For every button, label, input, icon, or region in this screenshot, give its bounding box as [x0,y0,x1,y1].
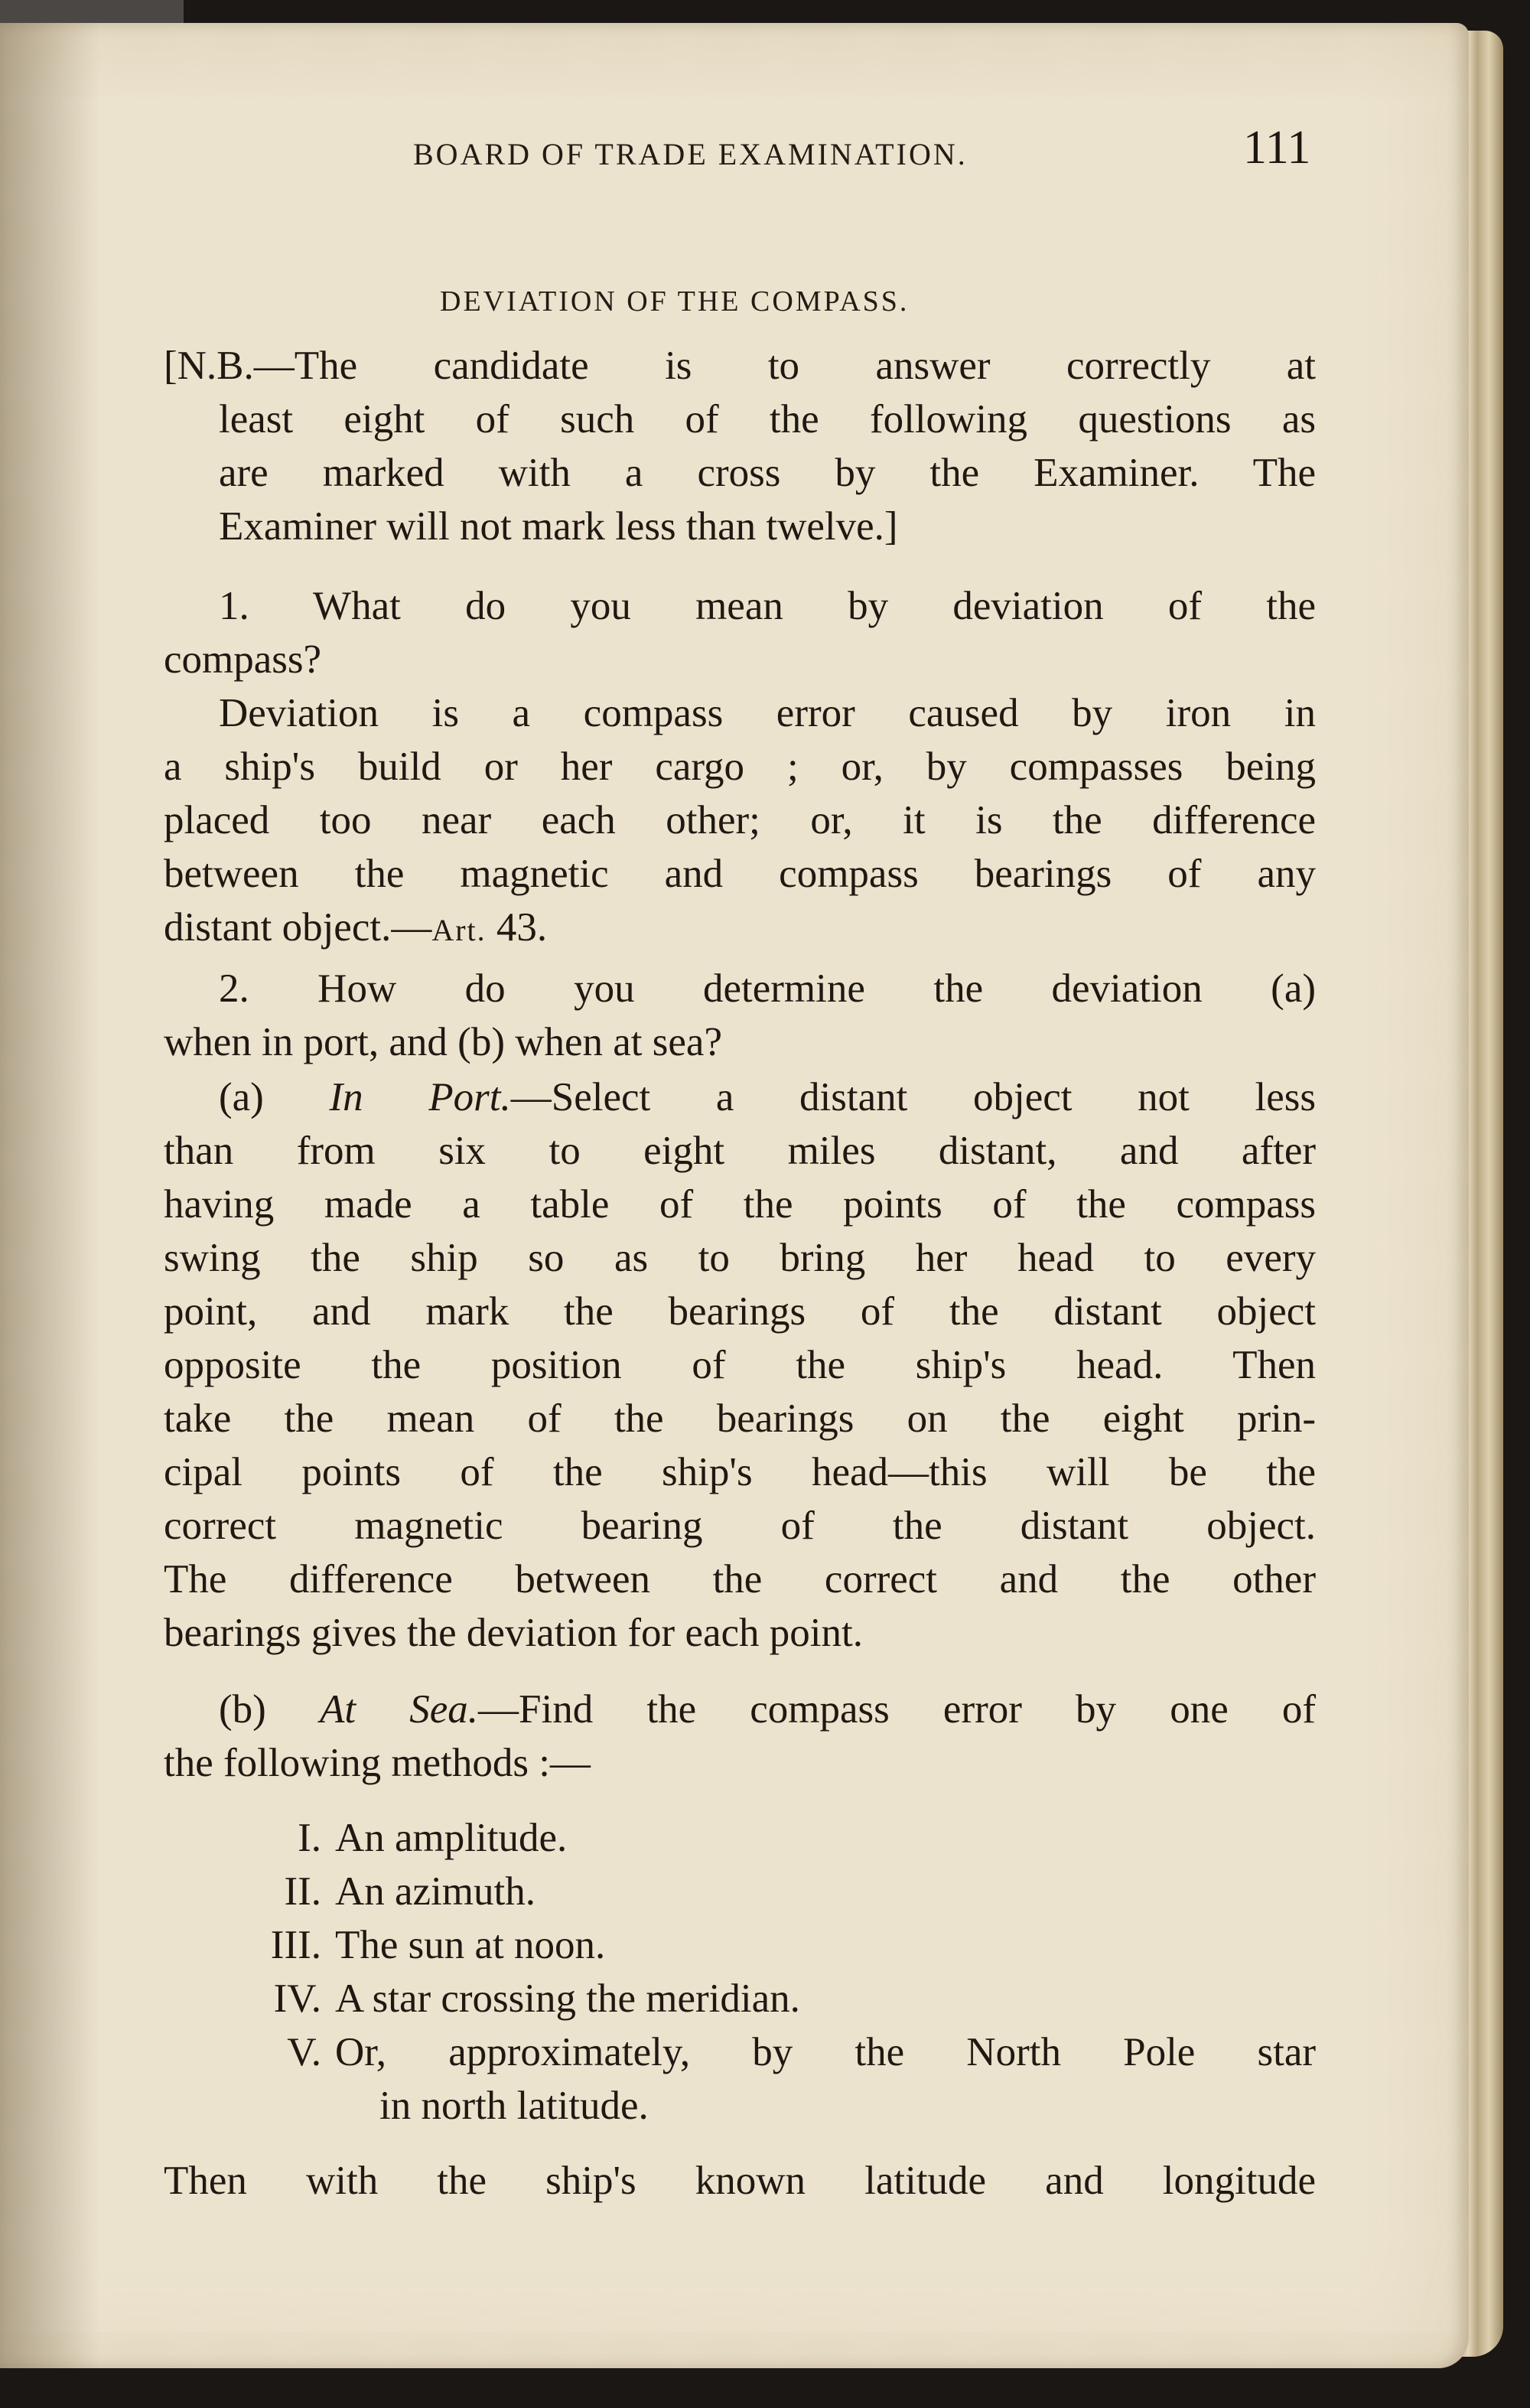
method-numeral: IV. [273,1976,321,2021]
book-cover-edge [0,0,184,26]
note-line: Examiner will not mark less than twelve.] [219,504,898,549]
part-a-line: cipal points of the ship's head—this will be the [164,1450,1316,1494]
method-numeral: V. [287,2030,321,2074]
part-a-line: take the mean of the bearings on the eight prin- [164,1396,1316,1441]
article-number: 43. [496,905,548,950]
method-text: Or, approximately, by the North Pole star [335,2030,1316,2074]
question-2-line: when in port, and (b) when at sea? [164,1020,722,1064]
page-number: 111 [1243,122,1311,174]
article-label: Art. [431,913,487,947]
method-text: The sun at noon. [335,1923,606,1967]
question-1-line: compass? [164,637,322,682]
method-numeral: II. [284,1869,321,1914]
method-numeral: I. [298,1816,321,1860]
part-a-line: bearings gives the deviation for each point. [164,1611,863,1655]
question-1-line: 1. What do you mean by deviation of the [219,584,1316,628]
part-b-text: —Find the compass error by one of [478,1687,1317,1732]
part-a-line: having made a table of the points of the compass [164,1182,1316,1227]
note-line: [N.B.—The candidate is to answer correctly at [164,344,1316,388]
answer-1-line: a ship's build or her cargo ; or, by compasses being [164,745,1316,789]
answer-1-last-line [164,904,1316,952]
running-head: BOARD OF TRADE EXAMINATION. [413,137,968,171]
part-b-intro-line: the following methods :— [164,1741,591,1785]
part-a-first-line [219,1074,1316,1122]
answer-1-line: between the magnetic and compass bearings of any [164,852,1316,896]
method-text: An azimuth. [335,1869,536,1914]
part-b-first-line [219,1686,1316,1734]
part-a-line: swing the ship so as to bring her head to every [164,1236,1316,1280]
method-continuation: in north latitude. [379,2084,649,2128]
part-a-line: point, and mark the bearings of the distant object [164,1289,1316,1334]
note-line: are marked with a cross by the Examiner. The [219,451,1316,495]
answer-1-line: Deviation is a compass error caused by iron in [219,691,1316,735]
question-2-line: 2. How do you determine the deviation (a) [219,966,1316,1011]
method-text: A star crossing the meridian. [335,1976,800,2021]
part-a-line: than from six to eight miles distant, and after [164,1129,1316,1173]
method-text: An amplitude. [335,1816,568,1860]
closing-line: Then with the ship's known latitude and longitude [164,2159,1316,2203]
part-a-line: opposite the position of the ship's head. Then [164,1343,1316,1387]
answer-1-line: placed too near each other; or, it is the difference [164,798,1316,842]
section-title: DEVIATION OF THE COMPASS. [440,285,910,318]
part-a-heading: In Port. [329,1075,511,1119]
part-a-line: The difference between the correct and the other [164,1557,1316,1602]
part-a-text: —Select a distant object not less [510,1075,1316,1119]
part-b-heading: At Sea. [319,1687,478,1732]
answer-1-text: distant object.— [164,905,432,950]
note-line: least eight of such of the following questions as [219,397,1316,442]
spine-shadow [0,23,99,2368]
part-b-label: (b) [219,1687,266,1732]
part-a-line: correct magnetic bearing of the distant object. [164,1504,1316,1548]
method-numeral: III. [270,1923,321,1967]
part-a-label: (a) [219,1075,264,1119]
